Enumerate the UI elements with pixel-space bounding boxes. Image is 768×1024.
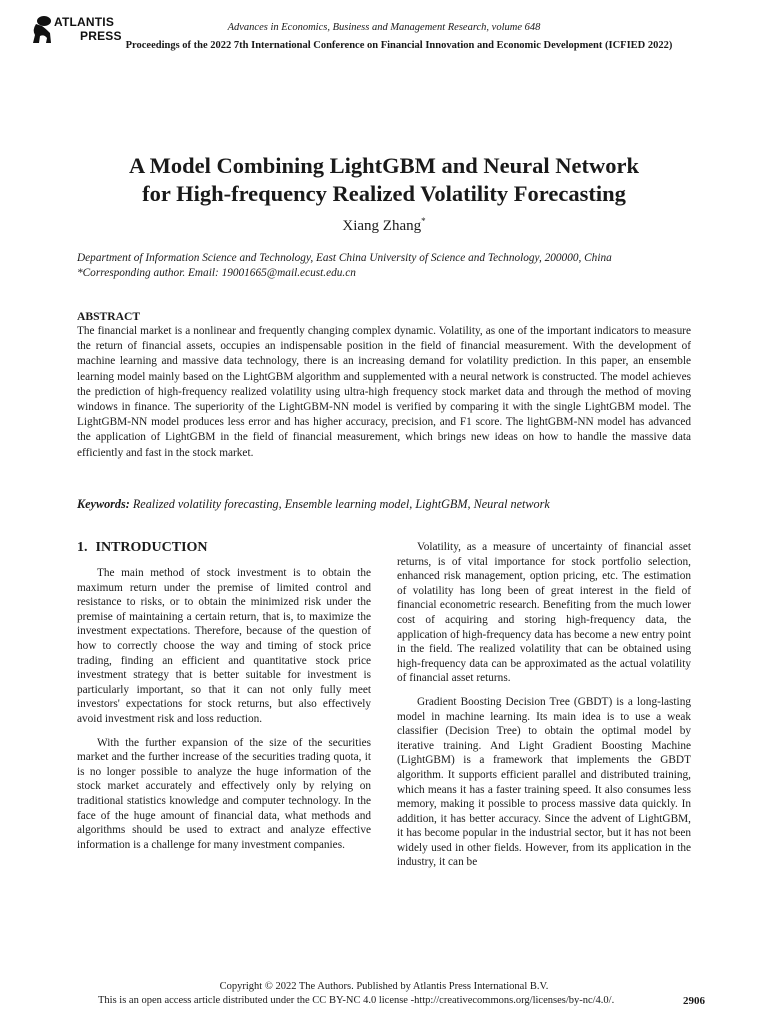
title-line-1: A Model Combining LightGBM and Neural Network <box>128 153 640 178</box>
corresponding-author-email: *Corresponding author. Email: 19001665@mail.ecust.edu.cn <box>77 266 356 279</box>
footer-license: This is an open access article distributed under the CC BY-NC 4.0 license -http://creativecommons.org/licenses/by-nc/4.0/. <box>98 995 615 1006</box>
left-column <box>77 566 371 861</box>
author-name: Xiang Zhang <box>342 218 422 234</box>
author-line <box>0 216 768 235</box>
section-title: INTRODUCTION <box>95 540 208 555</box>
journal-header: Advances in Economics, Business and Management Research, volume 648 <box>227 22 541 33</box>
logo-text-atlantis: ATLANTIS <box>54 15 115 29</box>
proceedings-header: Proceedings of the 2022 7th International Conference on Financial Innovation and Economic Development (ICFIED 2022) <box>125 40 673 51</box>
section-heading-introduction <box>77 540 208 556</box>
body-paragraph: With the further expansion of the size of the securities market and the further increase of the securities trading quota, it is no longer possible to analyze the huge information of the stock market accurately and effectively only by relying on traditional statistics knowledge and computer technology. In the face of the huge amount of financial data, what methods and algorithms should be used to extract and analyze effective information is a challenge for many investment companies. <box>77 736 371 851</box>
page-number: 2906 <box>683 995 705 1007</box>
body-paragraph: Volatility, as a measure of uncertainty of financial asset returns, is of vital importance for stock portfolio selection, enhanced risk management, option pricing, etc. The estimation of volatility has long been of great interest in the field of financial econometric research. Benefiting from the much lower cost of acquiring and storing high-frequency data, the application of high-frequency data has become a new entry point in the field. The realized volatility that can be obtained using high-frequency data can be approximated as the actual volatility of financial asset returns. <box>397 541 691 685</box>
keywords-label: Keywords: <box>77 497 130 511</box>
body-paragraph: The main method of stock investment is to obtain the maximum return under the premise of limited control and resistance to risks, or to obtain the minimized risk under the premise of maintaining a certain return, that is, to maximize the investment expectations. Therefore, because of the question of how to correctly choose the way and timing of stock price trading, finding an efficient and quantitative stock price investment strategy that is better suitable for investment is particularly important, so that it can not only fully meet investors' expectations for stock returns, but also effectively avoid investment risk and loss reduction. <box>77 567 371 725</box>
corresponding-mark: * <box>421 216 426 226</box>
footer-copyright: Copyright © 2022 The Authors. Published by Atlantis Press International B.V. <box>219 981 549 992</box>
keywords <box>77 497 691 512</box>
paper-title <box>40 152 728 208</box>
section-number: 1. <box>77 540 88 555</box>
right-column <box>397 540 691 879</box>
abstract-heading: ABSTRACT <box>77 310 141 323</box>
title-line-2: for High-frequency Realized Volatility Forecasting <box>142 181 626 206</box>
abstract-text: The financial market is a nonlinear and frequently changing complex dynamic. Volatility, as one of the important indicators to measure the return of financial assets, occupies an indispensable position in the field of financial measurement. With the development of machine learning and massive data technology, there is an increasing demand for volatility prediction. In this paper, an ensemble learning model mainly based on the LightGBM algorithm and supplemented with a neural network is constructed. The model achieves the prediction of high-frequency realized volatility using ultra-high frequency stock market data and through the method of moving windows in finance. The superiority of the LightGBM-NN model is verified by comparing it with the single LightGBM model. The LightGBM-NN model produces less error and has higher accuracy, precision, and F1 score. The lightGBM-NN model has advanced the application of LightGBM in the field of financial measurement, which brings new ideas on how to handle the massive data efficiently and fast in the stock market. <box>77 325 691 459</box>
keywords-text: Realized volatility forecasting, Ensemble learning model, LightGBM, Neural network <box>132 497 550 511</box>
logo-text-press: PRESS <box>80 29 122 43</box>
affiliation-department: Department of Information Science and Technology, East China University of Science and Technology, 200000, China <box>77 252 612 264</box>
affiliation-block <box>77 251 691 280</box>
body-paragraph: Gradient Boosting Decision Tree (GBDT) is a long-lasting model in machine learning. Its main idea is to use a weak classifier (Decision Tree) to obtain the optimal model by iterative training. And Light Gradient Boosting Machine (LightGBM) is a framework that implements the GBDT algorithm. It supports efficient parallel and distributed training, which means it has a faster training speed. It also consumes less memory, making it possible to process massive data quickly. In addition, it has better accuracy. Since the advent of LightGBM, it has become popular in the industrial sector, but it has not been widely used in other fields. However, from its application in the industry, it can be <box>397 695 691 869</box>
